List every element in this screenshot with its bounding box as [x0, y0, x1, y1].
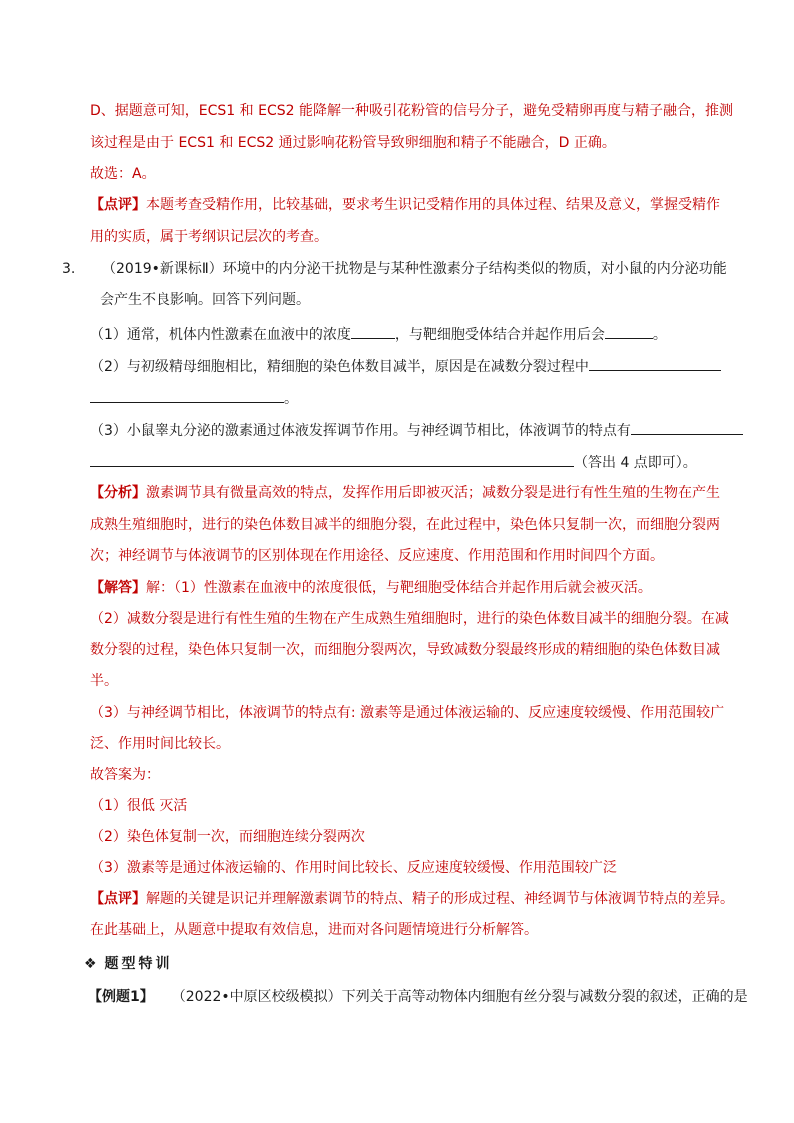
answer-blank — [589, 354, 721, 371]
part-3-text: （3）小鼠睾丸分泌的激素通过体液发挥调节作用。与神经调节相比，体液调节的特点有 — [90, 423, 631, 439]
question-part-2 — [90, 354, 721, 374]
example-tag: 【例题1】 — [88, 989, 154, 1005]
question-part-2-cont — [90, 386, 298, 406]
example-text: （2022•中原区校级模拟）下列关于高等动物体内细胞有丝分裂与减数分裂的叙述，正确的是 — [171, 989, 748, 1005]
solution-line: （2）减数分裂是进行有性生殖的生物在产生成熟生殖细胞时，进行的染色体数目减半的细胞分裂。在减 — [90, 611, 729, 627]
prev-review — [90, 195, 720, 215]
answer-blank — [351, 322, 395, 339]
analysis-line — [90, 483, 720, 503]
review-line: 在此基础上，从题意中提取有效信息，进而对各问题情境进行分析解答。 — [90, 922, 538, 938]
example-line — [88, 987, 748, 1007]
section-heading — [84, 954, 172, 974]
solution-tag: 【解答】 — [90, 580, 146, 596]
part-1-text-c: 。 — [652, 327, 667, 343]
solution-line: （3）与神经调节相比，体液调节的特点有: 激素等是通过体液运输的、反应速度较缓慢、作用范围较广 — [90, 705, 725, 721]
question-part-3 — [90, 418, 743, 438]
answer-item: （3）激素等是通过体液运输的、作用时间比较长、反应速度较缓慢、作用范围较广泛 — [90, 860, 617, 876]
analysis-tag: 【分析】 — [90, 485, 146, 501]
answer-blank — [90, 386, 284, 403]
answer-blank — [90, 450, 574, 467]
diamond-icon: ❖ — [84, 956, 97, 972]
question-part-3-cont — [90, 450, 697, 470]
solution-line: 半。 — [90, 673, 118, 689]
solution-line: 泛、作用时间比较长。 — [90, 736, 230, 752]
solution-line: 数分裂的过程，染色体只复制一次，而细胞分裂两次，导致减数分裂最终形成的精细胞的染色体数目减 — [90, 642, 720, 658]
part-2-end: 。 — [284, 391, 298, 407]
part-3-end: （答出 4 点即可）。 — [574, 455, 697, 471]
review-tag: 【点评】 — [90, 891, 146, 907]
analysis-text: 激素调节具有微量高效的特点，发挥作用后即被灭活；减数分裂是进行有性生殖的生物在产生 — [146, 485, 720, 501]
question-part-1 — [90, 322, 667, 342]
analysis-line: 次；神经调节与体液调节的区别体现在作用途径、反应速度、作用范围和作用时间四个方面。 — [90, 548, 664, 564]
answer-item: （2）染色体复制一次，而细胞连续分裂两次 — [90, 829, 365, 845]
question-stem-cont: 会产生不良影响。回答下列问题。 — [100, 292, 310, 308]
question-stem: （2019•新课标Ⅱ）环境中的内分泌干扰物是与某种性激素分子结构类似的物质，对小鼠的内分泌功能 — [102, 261, 727, 277]
review-line — [90, 889, 734, 909]
answer-item: （1）很低 灭活 — [90, 798, 188, 814]
prev-answer-line: 该过程是由于 ECS1 和 ECS2 通过影响花粉管导致卵细胞和精子不能融合，D 正确。 — [90, 135, 616, 151]
question-number: 3. — [62, 261, 76, 277]
prev-answer-choice: 故选：A。 — [90, 166, 156, 182]
prev-answer-line: D、据题意可知，ECS1 和 ECS2 能降解一种吸引花粉管的信号分子，避免受精卵再度与精子融合，推测 — [90, 103, 733, 119]
analysis-line: 成熟生殖细胞时，进行的染色体数目减半的细胞分裂，在此过程中，染色体只复制一次，而细胞分裂两 — [90, 517, 720, 533]
part-1-text-b: ，与靶细胞受体结合并起作用后会 — [394, 327, 605, 343]
review-tag: 【点评】 — [90, 197, 146, 213]
answer-blank — [605, 322, 653, 339]
answer-blank — [631, 418, 743, 435]
solution-line — [90, 578, 652, 598]
part-2-text: （2）与初级精母细胞相比，精细胞的染色体数目减半，原因是在减数分裂过程中 — [90, 359, 589, 375]
section-title: 题型特训 — [104, 956, 173, 972]
solution-text: 解：（1）性激素在血液中的浓度很低，与靶细胞受体结合并起作用后就会被灭活。 — [146, 580, 652, 596]
part-1-text-a: （1）通常，机体内性激素在血液中的浓度 — [90, 327, 351, 343]
review-text: 解题的关键是识记并理解激素调节的特点、精子的形成过程、神经调节与体液调节特点的差异。 — [146, 891, 734, 907]
prev-review-cont: 用的实质，属于考纲识记层次的考查。 — [90, 229, 328, 245]
answer-title: 故答案为： — [90, 767, 160, 783]
review-text: 本题考查受精作用，比较基础，要求考生识记受精作用的具体过程、结果及意义，掌握受精作 — [146, 197, 720, 213]
